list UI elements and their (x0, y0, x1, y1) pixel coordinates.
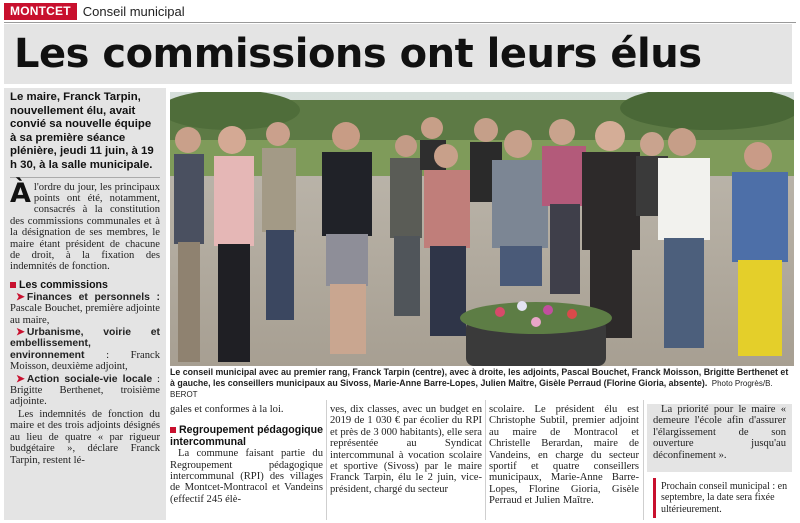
text-column-3: scolaire. Le président élu est Christophe Subtil, premier adjoint au maire de Montracol et Christelle Berardan, maire de Vandeins, en charge du secteur sportif et quatre conseillers municipaux, Marie-Anne Barre-Lopes, Florine Gioria, Gisèle Perraud et Julien Maître. (489, 404, 639, 507)
commission-item (10, 327, 160, 373)
header-rule (4, 22, 796, 23)
flower-planter (460, 301, 612, 366)
photo-credit: Photo Progrès/B. BEROT (170, 379, 773, 399)
drop-cap: À (10, 177, 31, 209)
bullet-square-icon (10, 282, 16, 288)
caption-text: Le conseil municipal avec au premier rang, Franck Tarpin (centre), avec à droite, les adjoints, Pascal Bouchet, Franck Moisson, Brigitte Berthenet et à gauche, les conseillers municipaux au Sivoss, Marie-Anne Barre-Lopes, Julien Maître, Gisèle Perraud (Florine Gioria, absente). (170, 367, 789, 388)
commission-title: Action sociale-vie locale (26, 373, 153, 385)
bullet-square-icon (170, 427, 176, 433)
arrow-icon: ➤ (16, 327, 25, 339)
indemnites-paragraph: Les indemnités de fonction du maire et des trois adjoints désignés au lieu de quatre « par rigueur budgétaire », déclare Franck Tarpin, restent lé- (10, 408, 160, 466)
intro-paragraph (10, 177, 160, 273)
priority-text: La priorité pour le maire « demeure l'école afin d'assurer l'élargissement de son ouverture jusqu'au déconfinement ». (653, 404, 786, 461)
column-text: La commune faisant partie du Regroupement pédagogique intercommunal (RPI) des villages de Montcet-Montracol et Vandeins (effectif 245 élè- (170, 448, 323, 505)
commission-text: Pascale Bouchet, première adjointe au maire, (10, 303, 160, 326)
commission-title: Finances et personnels : (26, 291, 160, 303)
photo-caption (170, 367, 794, 400)
text-column-1 (170, 404, 323, 505)
arrow-icon: ➤ (16, 291, 25, 303)
text-column-4 (647, 404, 792, 472)
column-text: gales et conformes à la loi. (170, 404, 284, 415)
text-column-2: ves, dix classes, avec un budget en 2019 de 1 030 € par écolier du RPI et près de 3 000 habitants), elle sera représentée au Syndicat intercommunal à vocation scolaire et sportive (Sivoss) par le maire Franck Tarpin, élu le 2 juin, vice-président, chargé du secteur (330, 404, 482, 495)
intro-text: l'ordre du jour, les principaux points ont été, notamment, consacrés à la constitution des commissions communales et à la désignation de ses membres, le maire étant président de chacune de droit, à la fixation des indemnités de fonction. (10, 181, 160, 273)
commissions-heading-text: Les commissions (19, 278, 108, 291)
commission-text: : Franck Moisson, deuxième adjoint, (10, 349, 160, 373)
headline: Les commissions ont leurs élus (14, 31, 702, 77)
lead-divider (10, 177, 160, 178)
rpi-heading-text: Regroupement pédagogique intercommunal (170, 424, 323, 448)
commission-item (10, 292, 160, 326)
left-column (4, 88, 166, 520)
rubric-label: Conseil municipal (82, 4, 185, 19)
lead-paragraph: Le maire, Franck Tarpin, nouvellement élu, avait convié sa nouvelle équipe à sa première séance plénière, jeudi 11 juin, à 19 h 30, à la salle municipale. (10, 91, 154, 171)
commission-text: : Brigitte Berthenet, troisième adjointe. (10, 373, 160, 408)
column-separator (485, 400, 486, 520)
article-kicker (4, 3, 185, 20)
column-separator (643, 400, 644, 520)
group-photo-illustration (170, 92, 794, 366)
group-photo (170, 92, 794, 366)
commissions-heading (10, 279, 160, 291)
next-meeting-box: Prochain conseil municipal : en septembre, la date sera fixée ultérieurement. (653, 478, 792, 518)
commission-title: Urbanisme, voirie et embellissement, environnement (10, 327, 160, 361)
rpi-heading (170, 425, 323, 448)
commune-tag: MONTCET (4, 3, 77, 20)
column-separator (326, 400, 327, 520)
arrow-icon: ➤ (16, 373, 25, 385)
headline-box (4, 24, 792, 84)
commission-item (10, 374, 160, 408)
